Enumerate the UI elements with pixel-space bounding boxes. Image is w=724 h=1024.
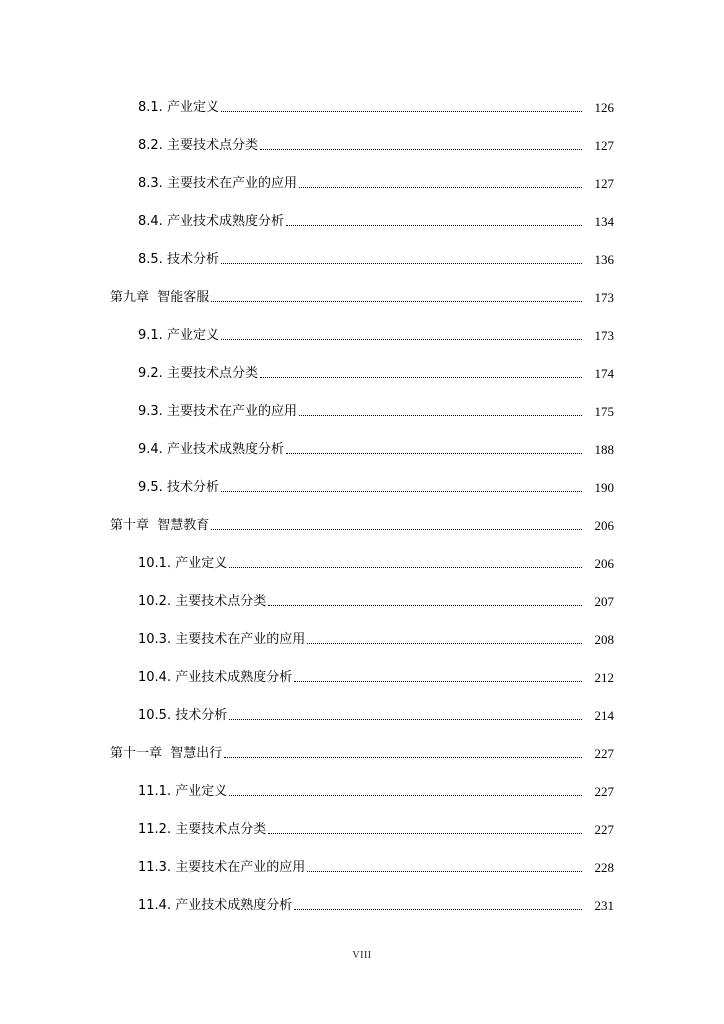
toc-entry-page: 231 — [594, 898, 614, 913]
toc-entry-title: 主要技术点分类 — [175, 822, 267, 837]
toc-entry[interactable] — [0, 324, 724, 344]
toc-entry[interactable] — [0, 628, 724, 648]
toc-entry[interactable] — [0, 96, 724, 116]
toc-entry-title: 主要技术在产业的应用 — [175, 632, 306, 647]
toc-entry-title: 主要技术在产业的应用 — [166, 404, 297, 419]
toc-chapter-entry[interactable] — [0, 742, 724, 762]
toc-dot-leader — [268, 604, 582, 606]
toc-entry-page: 206 — [594, 556, 614, 571]
toc-entry[interactable] — [0, 362, 724, 382]
toc-entry-number: 9.2. — [138, 366, 167, 381]
toc-entry[interactable] — [0, 780, 724, 800]
toc-entry-page: 127 — [594, 138, 614, 153]
toc-dot-leader — [229, 718, 582, 720]
toc-entry-number: 9.1. — [138, 328, 167, 343]
toc-entry-page: 173 — [594, 328, 614, 343]
toc-entry-title: 主要技术点分类 — [166, 366, 258, 381]
toc-entry-number: 第九章 — [110, 290, 158, 305]
toc-dot-leader — [260, 148, 582, 150]
toc-chapter-entry[interactable] — [0, 514, 724, 534]
toc-entry[interactable] — [0, 476, 724, 496]
toc-dot-leader — [286, 452, 582, 454]
toc-entry-page: 175 — [594, 404, 614, 419]
toc-entry-title: 技术分析 — [166, 480, 219, 495]
toc-entry-title: 产业定义 — [166, 328, 219, 343]
toc-entry-title: 主要技术在产业的应用 — [166, 176, 297, 191]
toc-dot-leader — [221, 262, 582, 264]
toc-entry-title: 智慧教育 — [157, 518, 210, 533]
toc-entry-number: 11.2. — [138, 822, 176, 837]
toc-entry-title: 产业技术成熟度分析 — [166, 442, 284, 457]
toc-entry-title: 智能客服 — [157, 290, 210, 305]
toc-entry[interactable] — [0, 818, 724, 838]
toc-entry-page: 134 — [594, 214, 614, 229]
toc-entry-title: 技术分析 — [175, 708, 228, 723]
toc-dot-leader — [286, 224, 582, 226]
toc-entry[interactable] — [0, 210, 724, 230]
toc-entry-number: 第十章 — [110, 518, 158, 533]
toc-entry-number: 9.4. — [138, 442, 167, 457]
toc-entry-title: 智慧出行 — [170, 746, 223, 761]
toc-dot-leader — [294, 680, 582, 682]
toc-dot-leader — [307, 870, 582, 872]
toc-entry-page: 190 — [594, 480, 614, 495]
toc-entry[interactable] — [0, 552, 724, 572]
toc-dot-leader — [229, 566, 582, 568]
toc-dot-leader — [211, 300, 582, 302]
toc-entry-title: 主要技术点分类 — [166, 138, 258, 153]
toc-dot-leader — [221, 338, 582, 340]
toc-entry[interactable] — [0, 172, 724, 192]
toc-dot-leader — [260, 376, 582, 378]
toc-entry-number: 10.3. — [138, 632, 176, 647]
toc-dot-leader — [211, 528, 582, 530]
toc-entry[interactable] — [0, 590, 724, 610]
toc-dot-leader — [307, 642, 582, 644]
toc-entry-page: 173 — [594, 290, 614, 305]
toc-entry-number: 11.4. — [138, 898, 176, 913]
toc-dot-leader — [224, 756, 582, 758]
toc-entry-page: 207 — [594, 594, 614, 609]
toc-entry-page: 227 — [594, 746, 614, 761]
toc-entry-page: 227 — [594, 784, 614, 799]
toc-entry-title: 产业定义 — [166, 100, 219, 115]
toc-dot-leader — [221, 110, 582, 112]
toc-entry-page: 227 — [594, 822, 614, 837]
toc-entry-number: 10.2. — [138, 594, 176, 609]
toc-entry[interactable] — [0, 438, 724, 458]
toc-entry-title: 产业技术成熟度分析 — [175, 670, 293, 685]
toc-entry-page: 214 — [594, 708, 614, 723]
toc-entry-title: 主要技术点分类 — [175, 594, 267, 609]
page-number-footer: VIII — [352, 950, 372, 961]
toc-dot-leader — [221, 490, 582, 492]
toc-dot-leader — [268, 832, 582, 834]
toc-entry[interactable] — [0, 666, 724, 686]
toc-dot-leader — [229, 794, 582, 796]
toc-entry-title: 产业技术成熟度分析 — [175, 898, 293, 913]
toc-entry-number: 8.5. — [138, 252, 167, 267]
toc-chapter-entry[interactable] — [0, 286, 724, 306]
toc-entry-number: 10.4. — [138, 670, 176, 685]
toc-entry-number: 8.4. — [138, 214, 167, 229]
toc-entry-title: 技术分析 — [166, 252, 219, 267]
toc-entry-number: 第十一章 — [110, 746, 171, 761]
toc-entry-number: 9.3. — [138, 404, 167, 419]
toc-entry-title: 主要技术在产业的应用 — [175, 860, 306, 875]
toc-entry-number: 9.5. — [138, 480, 167, 495]
toc-entry-number: 11.3. — [138, 860, 176, 875]
toc-entry-number: 10.5. — [138, 708, 176, 723]
toc-dot-leader — [294, 908, 582, 910]
toc-entry-number: 8.2. — [138, 138, 167, 153]
toc-entry-title: 产业技术成熟度分析 — [166, 214, 284, 229]
toc-entry[interactable] — [0, 400, 724, 420]
toc-entry-number: 10.1. — [138, 556, 176, 571]
toc-entry[interactable] — [0, 134, 724, 154]
toc-entry-title: 产业定义 — [175, 556, 228, 571]
toc-entry-number: 8.3. — [138, 176, 167, 191]
toc-entry-page: 228 — [594, 860, 614, 875]
toc-entry-page: 126 — [594, 100, 614, 115]
toc-dot-leader — [299, 186, 582, 188]
toc-entry-page: 206 — [594, 518, 614, 533]
toc-entry-number: 8.1. — [138, 100, 167, 115]
toc-entry-page: 188 — [594, 442, 614, 457]
toc-entry-page: 127 — [594, 176, 614, 191]
toc-entry-number: 11.1. — [138, 784, 176, 799]
toc-entry-title: 产业定义 — [175, 784, 228, 799]
toc-dot-leader — [299, 414, 582, 416]
toc-entry[interactable] — [0, 856, 724, 876]
toc-entry[interactable] — [0, 894, 724, 914]
toc-entry-page: 208 — [594, 632, 614, 647]
toc-entry-page: 174 — [594, 366, 614, 381]
toc-entry[interactable] — [0, 704, 724, 724]
toc-entry-page: 136 — [594, 252, 614, 267]
toc-entry[interactable] — [0, 248, 724, 268]
toc-entry-page: 212 — [594, 670, 614, 685]
